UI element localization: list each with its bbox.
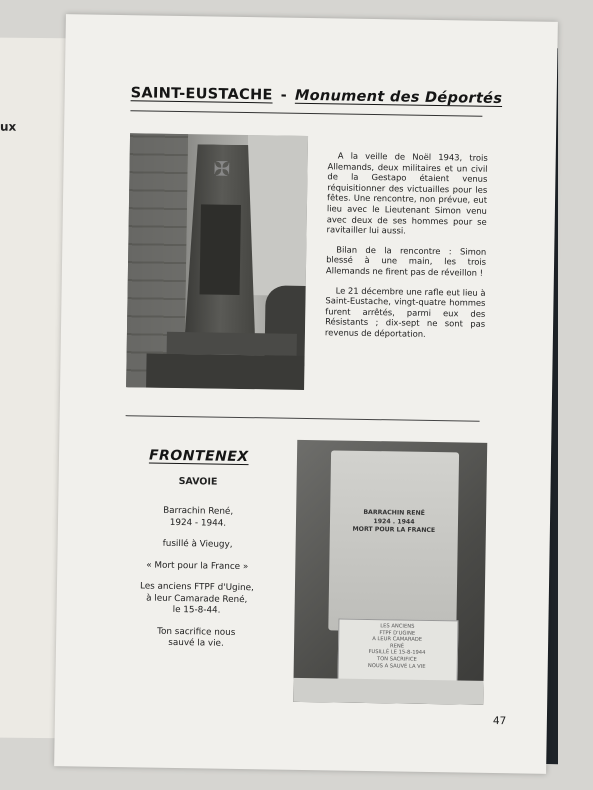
inscription-line: 1924 . 1944	[373, 517, 415, 526]
monument-name: Monument des Déportés	[294, 87, 503, 108]
section-title-saint-eustache	[131, 85, 503, 107]
slab-line: FTPF D'UGINE	[379, 629, 416, 637]
text-block	[126, 581, 267, 618]
monument-photo	[126, 133, 308, 390]
region-label: SAVOIE	[178, 476, 218, 488]
inscription-line: MORT POUR LA FRANCE	[352, 525, 436, 535]
monument-base-lower	[146, 353, 305, 389]
sky	[246, 135, 309, 296]
text-block	[126, 626, 266, 651]
frontenex-text	[126, 505, 268, 661]
text-line: Ton sacrifice nous	[157, 626, 236, 638]
place-name: SAINT-EUSTACHE	[130, 85, 273, 104]
paragraph: Le 21 décembre une rafle eut lieu à Saint-Eustache, vingt-quatre hommes furent arrêtés, parmi eux des Résistants ; dix-sept ne sont pas revenus de déportation.	[324, 284, 486, 339]
right-page	[54, 14, 558, 774]
section-title-frontenex: FRONTENEX	[148, 447, 249, 466]
left-page-fragment: ux	[0, 119, 17, 134]
text-line: le 15-8-44.	[172, 604, 221, 616]
slab-line: NOUS A SAUVÉ LA VIE	[367, 662, 426, 670]
lorraine-cross-icon: ✠	[213, 156, 231, 181]
text-line: fusillé à Vieugy,	[162, 538, 233, 550]
page-number: 47	[492, 714, 507, 728]
text-line: Barrachin René,	[163, 505, 234, 517]
memorial-plaque	[200, 204, 241, 295]
text-block	[127, 560, 267, 574]
headstone-inscription	[330, 508, 458, 536]
paragraph: Bilan de la rencontre : Simon blessé à une main, les trois Allemands ne firent pas de réveillon !	[325, 244, 487, 278]
title-separator: -	[280, 87, 288, 104]
slab-line: A LEUR CAMARADE	[372, 636, 423, 644]
title-rule	[130, 110, 482, 117]
slab-line: TON SACRIFICE	[376, 656, 417, 663]
grave-photo	[293, 440, 487, 705]
inscription-line: BARRACHIN RENÉ	[363, 508, 425, 517]
text-line: à leur Camarade René,	[146, 593, 248, 605]
text-block	[128, 505, 268, 530]
section-divider	[126, 415, 480, 422]
paragraph: A la veille de Noël 1943, trois Allemands, deux militaires et un civil de la Gestapo étaient venus réquisitionner des victuailles pour les fêtes. Une rencontre, non prévue, eut lieu avec le Lieutenant Simon venu avec deux de ses hommes pour se ravitailler lui aussi.	[326, 150, 488, 236]
text-line: « Mort pour la France »	[146, 560, 249, 572]
headstone	[328, 450, 459, 632]
monument-base-upper	[167, 332, 297, 356]
text-line: 1924 - 1944.	[169, 517, 227, 529]
slab-inscription	[338, 623, 457, 671]
saint-eustache-text	[325, 150, 488, 349]
text-line: sauvé la vie.	[168, 637, 224, 649]
slab-line: RENÉ	[389, 643, 405, 650]
slab-line: FUSILLÉ LE 15-8-1944	[368, 649, 426, 657]
gravel-ground	[293, 678, 483, 705]
slab-line: LES ANCIENS	[380, 623, 415, 630]
text-block	[128, 538, 268, 552]
text-line: Les anciens FTPF d'Ugine,	[139, 581, 254, 594]
